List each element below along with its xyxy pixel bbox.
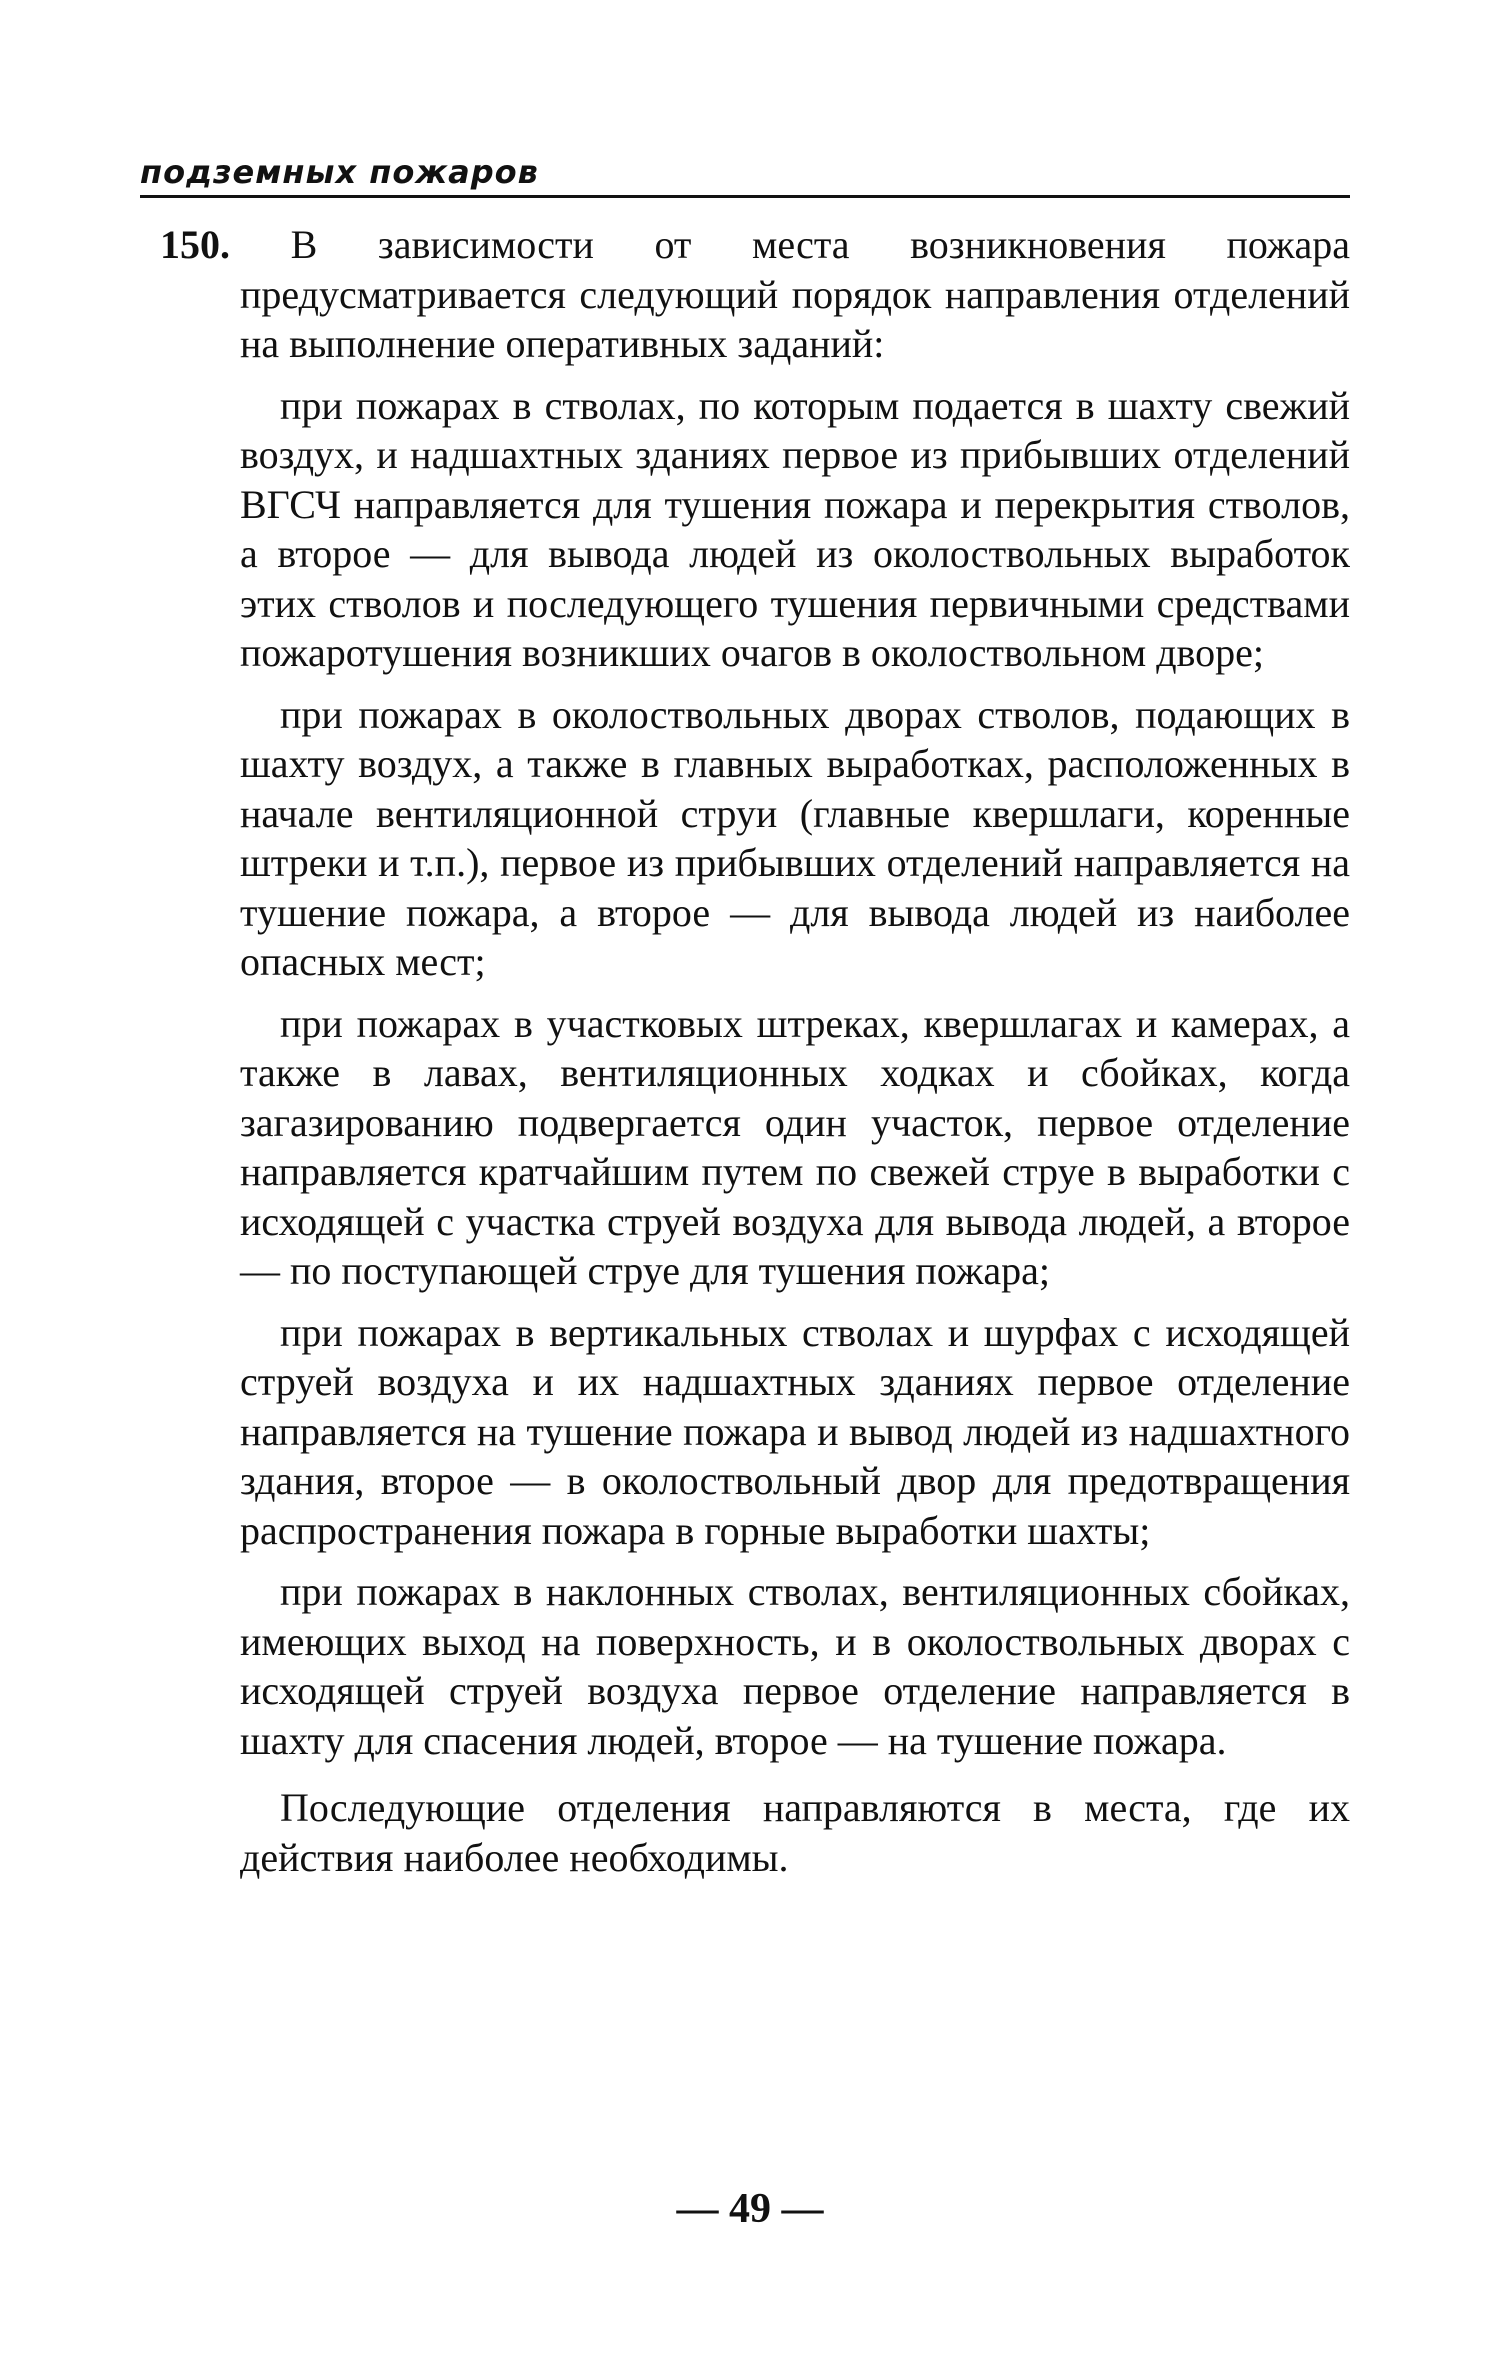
running-header xyxy=(140,150,1350,198)
paragraph-pit-bottom-fire: при пожарах в околоствольных дворах стволов, подающих в шахту воздух, а также в главных выработках, расположенных в начале вентиляционной струи (главные квершлаги, коренные штреки и т.п.), первое из прибывших отделений направляется на тушение пожара, а второе — для вывода людей из наиболее опасных мест; xyxy=(240,691,1350,984)
running-title: подземных пожаров xyxy=(140,153,539,191)
item-150 xyxy=(160,220,1350,369)
item-intro: В зависимости от места возникновения пожара предусматривается следующий порядок направления отделений на выполнение оперативных заданий: xyxy=(240,222,1350,366)
paragraph-inclined-shaft-fire: при пожарах в наклонных стволах, вентиляционных сбойках, имеющих выход на поверхность, и в околоствольных дворах с исходящей струей воздуха первое отделение направляется в шахту для спасения людей, второе — на тушение пожара. xyxy=(240,1569,1350,1763)
paragraph-vertical-shaft-fire: при пожарах в вертикальных стволах и шурфах с исходящей струей воздуха и их надшахтных зданиях первое отделение направляется на тушение пожара и вывод людей из надшахтного здания, второе — в околоствольный двор для предотвращения распространения пожара в горные выработки шахты; xyxy=(240,1309,1350,1553)
item-number: 150. xyxy=(160,222,230,267)
page-number: — 49 — xyxy=(676,2186,824,2232)
paragraph-section-drift-fire: при пожарах в участковых штреках, квершлагах и камерах, а также в лавах, вентиляционных ходках и сбойках, когда загазированию подвергается один участок, первое отделение направляется кратчайшим путем по свежей струе в выработки с исходящей с участка струей воздуха для вывода людей, а второе — по поступающей струе для тушения пожара; xyxy=(240,1000,1350,1293)
page-body xyxy=(160,220,1350,1894)
paragraph-shaft-fire: при пожарах в стволах, по которым подается в шахту свежий воздух, и надшахтных зданиях первое из прибывших отделений ВГСЧ направляется для тушения пожара и перекрытия стволов, а второе — для вывода людей из околоствольных выработок этих стволов и последующего тушения первичными средствами пожаротушения возникших очагов в околоствольном дворе; xyxy=(240,382,1350,675)
closing-paragraph: Последующие отделения направляются в места, где их действия наиболее необходимы. xyxy=(240,1785,1350,1880)
